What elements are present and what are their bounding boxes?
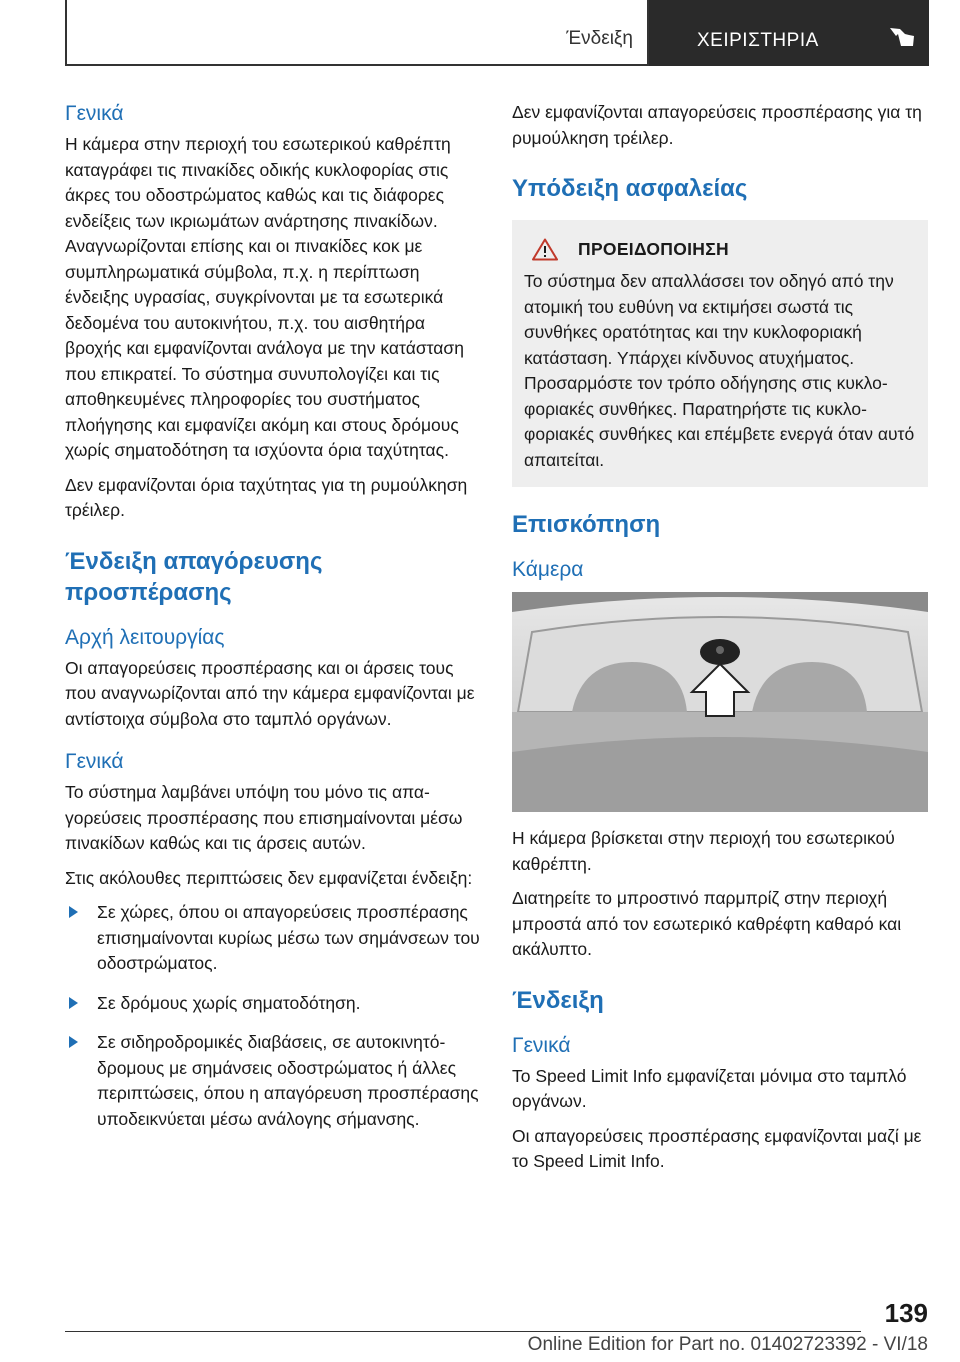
page-header — [65, 0, 929, 66]
heading-camera: Κάμερα — [512, 558, 584, 581]
paragraph-no-display-cases: Στις ακόλουθες περιπτώσεις δεν εμφανίζεται ένδειξη: — [65, 867, 473, 888]
header-section-box — [65, 0, 649, 66]
heading-principle: Αρχή λειτουργίας — [65, 625, 225, 649]
list-item: Σε σιδηροδρομικές διαβάσεις, σε αυτοκινητόδρομους με σημάνσεις οδοστρώματος ή άλλες περιπτώσεις, όπου η απαγόρευση προσπέρασης υποδεικνύεται μέσω ανάλογης σήμανσης. — [65, 1030, 481, 1132]
warning-triangle-icon — [532, 238, 558, 261]
header-chapter-box — [649, 0, 929, 66]
left-column — [65, 100, 481, 1146]
paragraph-speed-limit-permanent: Το Speed Limit Info εμφανίζεται μόνιμα στο ταμπλό οργάνων. — [512, 1065, 907, 1111]
car-interior-illustration — [512, 592, 928, 812]
paragraph-camera-recognition: Η κάμερα στην περιοχή του εσωτερικού καθρέπτη καταγράφει τις πινακίδες οδικής κυκλοφορίας στις άκρες του οδοστρώματος καθώς και τις διάφορες ενδείξεις των ικριωμάτων ανάρτησης πινακίδων. Αναγνωρίζονται επίσης και οι πινακίδες κοκ με συμπληρωματικά σύμβολα, π.χ. η περίπτωση ένδειξης υγρασίας, συγκρίνονται με τα εσωτερικά δεδομένα του αυτοκινήτου, π.χ. του αισθητήρα βροχής και εμφανίζονται ανάλογα με την κατάσταση που επικρατεί. Το σύστημα συνυπολογίζει και τις αποθηκευμένες πληροφορίες του συστήματος πλοήγησης και εμφανίζει ακόμη και στους δρόμους χωρίς σηματοδότηση τα ισχύοντα όρια ταχύτητας. — [65, 134, 464, 460]
heading-general-1: Γενικά — [65, 102, 124, 125]
footer-divider — [65, 1331, 861, 1332]
no-display-list — [65, 900, 481, 1132]
warning-text: Το σύστημα δεν απαλλάσσει τον οδηγό από την ατομική του ευθύνη να εκτιμήσει σωστά τις συνθήκες ορατότητας και την κυκλοφοριακή κατάσταση. Υπάρχει κίνδυνος ατυχήματος. Προσαρμόστε τον τρόπο οδήγησης στις κυκλοφοριακές συνθήκες. Παρατηρήστε τις κυκλοφοριακές συνθήκες και επέμβετε ενεργά όταν αυτό απαιτείται. — [524, 271, 915, 470]
paragraph-trailer-speed: Δεν εμφανίζονται όρια ταχύτητας για τη ρυμούλκηση τρέιλερ. — [65, 474, 468, 520]
heading-overview: Επισκόπηση — [512, 511, 661, 538]
heading-safety-note: Υπόδειξη ασφαλείας — [512, 175, 748, 202]
list-item: Σε χώρες, όπου οι απαγορεύσεις προσπέρασης επισημαίνονται κυρίως μέσω των σημάνσεων του οδοστρώματος. — [65, 900, 481, 977]
paragraph-trailer-overtaking: Δεν εμφανίζονται απαγορεύσεις προσπέρασης για τη ρυμούλκηση τρέιλερ. — [512, 102, 922, 148]
paragraph-overtaking-with-info: Οι απαγορεύσεις προσπέρασης εμφανίζονται μαζί με το Speed Limit Info. — [512, 1125, 922, 1171]
paragraph-overtaking-symbols: Οι απαγορεύσεις προσπέρασης και οι άρσεις τους που αναγνωρίζονται από την κάμερα εμφανίζονται με αντίστοιχα σύμβολα στο ταμπλό οργάνων. — [65, 657, 475, 729]
heading-overtaking-display: Ένδειξη απαγόρευσης προσπέρασης — [65, 547, 323, 606]
right-column — [512, 100, 928, 1184]
heading-display: Ένδειξη — [512, 986, 604, 1014]
heading-general-2: Γενικά — [65, 750, 124, 773]
list-item: Σε δρόμους χωρίς σηματοδότηση. — [65, 991, 481, 1017]
bullet-triangle-icon — [69, 1036, 78, 1048]
warning-box — [512, 220, 928, 487]
bullet-triangle-icon — [69, 997, 78, 1009]
page-number: 139 — [884, 1298, 928, 1328]
header-section-title: Ένδειξη — [566, 28, 633, 49]
warning-title: ΠΡΟΕΙΔΟΠΟΙΗΣΗ — [578, 239, 729, 259]
paragraph-signs-only: Το σύστημα λαμβάνει υπόψη του μόνο τις απαγορεύσεις προσπέρασης που επισημαίνονται μέσω πινακίδων καθώς και τις άρσεις αυτών. — [65, 782, 463, 853]
paragraph-camera-location: Η κάμερα βρίσκεται στην περιοχή του εσωτερικού καθρέπτη. — [512, 828, 895, 874]
camera-location-photo — [512, 592, 928, 812]
bullet-triangle-icon — [69, 906, 78, 918]
heading-general-3: Γενικά — [512, 1033, 571, 1057]
paragraph-keep-windshield-clear: Διατηρείτε το μπροστινό παρμπρίζ στην περιοχή μπροστά από τον εσωτερικό καθρέφτη καθαρό και ακάλυπτο. — [512, 888, 902, 959]
header-chapter-title: ΧΕΙΡΙΣΤΗΡΙΑ — [697, 30, 819, 51]
pointing-hand-icon — [887, 24, 917, 50]
footer-edition: Online Edition for Part no. 01402723392 - VI/18 — [527, 1334, 928, 1355]
